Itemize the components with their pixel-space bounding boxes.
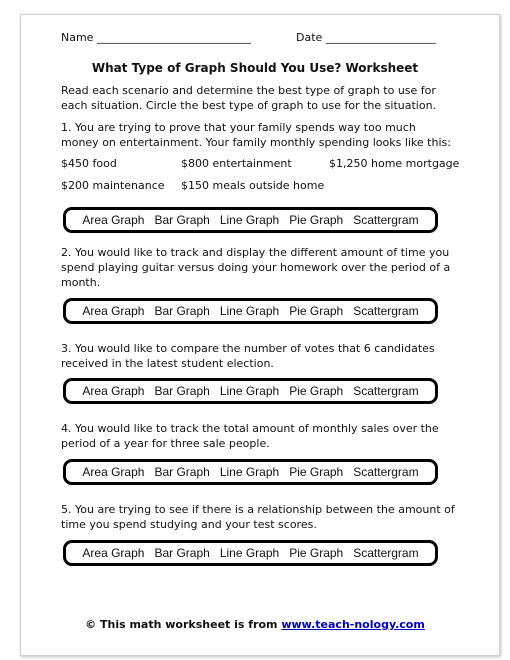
option-line-graph[interactable]: Line Graph — [219, 465, 280, 479]
option-bar-graph[interactable]: Bar Graph — [154, 304, 210, 318]
option-scattergram[interactable]: Scattergram — [353, 304, 419, 318]
spending-item: $450 food — [61, 157, 117, 170]
option-bar-graph[interactable]: Bar Graph — [154, 465, 210, 479]
spending-item: $1,250 home mortgage — [329, 157, 460, 170]
option-line-graph[interactable]: Line Graph — [219, 213, 280, 227]
spending-item: $150 meals outside home — [181, 179, 325, 192]
spending-item: $200 maintenance — [61, 179, 165, 192]
graph-options-box-3 — [63, 378, 438, 404]
question-5: 5. You are trying to see if there is a relationship between the amount of time you spend studying and your test scores. — [61, 503, 455, 531]
option-pie-graph[interactable]: Pie Graph — [289, 213, 344, 227]
option-scattergram[interactable]: Scattergram — [353, 546, 419, 560]
footer — [0, 618, 510, 631]
option-scattergram[interactable]: Scattergram — [353, 465, 419, 479]
worksheet-title: What Type of Graph Should You Use? Worksheet — [91, 61, 419, 75]
option-pie-graph[interactable]: Pie Graph — [289, 546, 344, 560]
date-field-label: Date ____________________ — [296, 31, 436, 44]
graph-options-box-1 — [63, 207, 438, 233]
option-area-graph[interactable]: Area Graph — [82, 213, 145, 227]
graph-options-box-5 — [63, 540, 438, 566]
question-1: 1. You are trying to prove that your family spends way too much money on entertainment. Your family monthly spending looks like this: — [61, 121, 451, 149]
option-pie-graph[interactable]: Pie Graph — [289, 384, 344, 398]
option-scattergram[interactable]: Scattergram — [353, 384, 419, 398]
source-link[interactable]: www.teach-nology.com — [281, 618, 425, 631]
option-line-graph[interactable]: Line Graph — [219, 384, 280, 398]
option-scattergram[interactable]: Scattergram — [353, 213, 419, 227]
spending-item: $800 entertainment — [181, 157, 292, 170]
option-area-graph[interactable]: Area Graph — [82, 304, 145, 318]
instructions: Read each scenario and determine the best type of graph to use for each situation. Circle the best type of graph to use for the situation. — [61, 84, 437, 112]
option-bar-graph[interactable]: Bar Graph — [154, 213, 210, 227]
option-area-graph[interactable]: Area Graph — [82, 546, 145, 560]
question-4: 4. You would like to track the total amount of monthly sales over the period of a year for three sale people. — [61, 422, 439, 450]
option-bar-graph[interactable]: Bar Graph — [154, 546, 210, 560]
option-pie-graph[interactable]: Pie Graph — [289, 304, 344, 318]
question-2: 2. You would like to track and display the different amount of time you spend playing guitar versus doing your homework over the period of a month. — [61, 246, 451, 289]
option-area-graph[interactable]: Area Graph — [82, 384, 145, 398]
question-3: 3. You would like to compare the number of votes that 6 candidates received in the latest student election. — [61, 342, 435, 370]
graph-options-box-4 — [63, 459, 438, 485]
option-pie-graph[interactable]: Pie Graph — [289, 465, 344, 479]
name-field-label: Name ____________________________ — [61, 31, 251, 44]
option-area-graph[interactable]: Area Graph — [82, 465, 145, 479]
option-bar-graph[interactable]: Bar Graph — [154, 384, 210, 398]
option-line-graph[interactable]: Line Graph — [219, 304, 280, 318]
graph-options-box-2 — [63, 298, 438, 324]
option-line-graph[interactable]: Line Graph — [219, 546, 280, 560]
copyright-text: © This math worksheet is from — [85, 618, 282, 631]
